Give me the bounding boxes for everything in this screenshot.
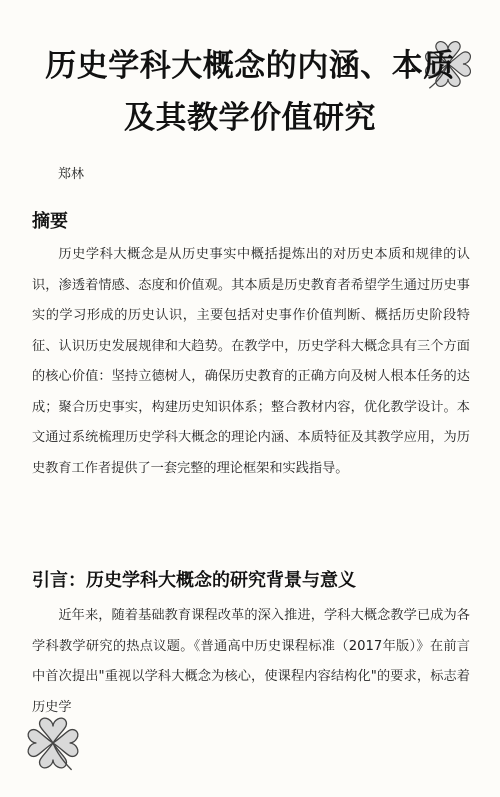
title-line-1: 历史学科大概念的内涵、本质 [45,48,455,84]
title-line-2: 及其教学价值研究 [124,100,376,136]
author-name: 郑林 [58,167,85,182]
abstract-text: 历史学科大概念是从历史事实中概括提炼出的对历史本质和规律的认识，渗透着情感、态度和价值观。其本质是历史教育者希望学生通过历史事实的学习形成的历史认识，主要包括对史事作价值判断、概括历史阶段特征、认识历史发展规律和大趋势。在教学中，历史学科大概念具有三个方面的核心价值：坚持立德树人，确保历史教育的正确方向及树人根本任务的达成；聚合历史事实，构建历史知识体系；整合教材内容，优化教学设计。本文通过系统梳理历史学科大概念的理论内涵、本质特征及其教学应用，为历史教育工作者提供了一套完整的理论框架和实践指导。 [32,247,470,476]
page-title [20,40,480,144]
intro-heading: 引言：历史学科大概念的研究背景与意义 [32,570,356,591]
intro-text: 近年来，随着基础教育课程改革的深入推进，学科大概念教学已成为各学科教学研究的热点议题。《普通高中历史课程标准（2017年版）》在前言中首次提出"重视以学科大概念为核心，使课程内容结构化"的要求，标志着历史学 [32,608,470,715]
clover-icon [22,712,84,774]
abstract-heading: 摘要 [32,211,68,232]
